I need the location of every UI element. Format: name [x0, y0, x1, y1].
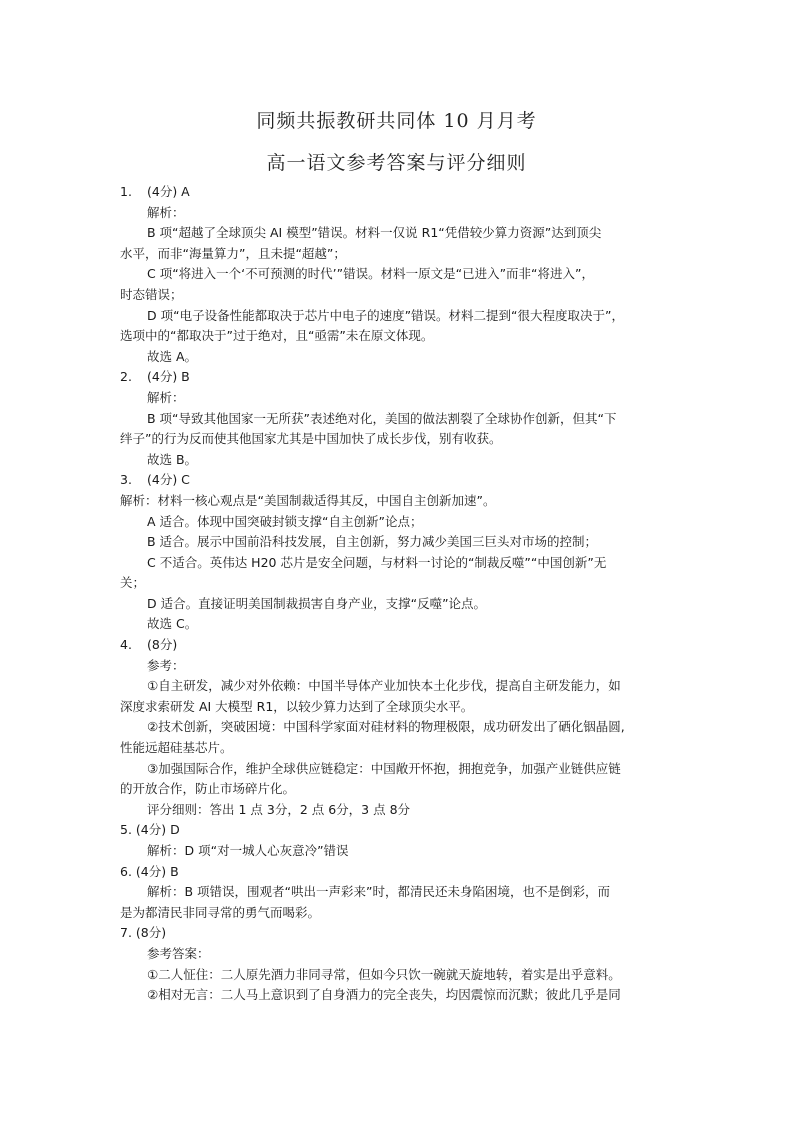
q4-point1-line2: 深度求索研发 AI 大模型 R1，以较少算力达到了全球顶尖水平。 — [120, 698, 474, 714]
q3-option-d: D 适合。直接证明美国制裁损害自身产业，支撑“反噬”论点。 — [147, 595, 487, 611]
q2-option-b-line2: 绊子”的行为反而使其他国家尤其是中国加快了成长步伐，别有收获。 — [120, 431, 502, 447]
q7-point2: ②相对无言：二人马上意识到了自身酒力的完全丧失，均因震惊而沉默；彼此几乎是同 — [147, 987, 621, 1003]
analysis-label: 解析： — [147, 389, 185, 405]
question-score: (4分) C — [147, 472, 190, 488]
q6-analysis-line2: 是为都清民非同寻常的勇气而喝彩。 — [120, 904, 321, 920]
page-title: 同频共振教研共同体 10 月月考 — [256, 110, 537, 132]
question-3-header — [120, 470, 680, 491]
question-7-header: 7. (8分) — [120, 925, 167, 941]
q4-point2-line2: 性能远超硅基芯片。 — [120, 740, 233, 756]
question-number: 4. — [120, 637, 132, 653]
q1-option-c-line1: C 项“将进入一个‘不可预测的时代’”错误。材料一原文是“已进入”而非“将进入”， — [147, 266, 595, 282]
question-number: 1. — [120, 184, 132, 199]
q4-point3-line1: ③加强国际合作，维护全球供应链稳定：中国敞开怀抱，拥抱竞争，加强产业链供应链 — [147, 760, 621, 776]
q2-conclusion: 故选 B。 — [147, 451, 198, 467]
page-subtitle: 高一语文参考答案与评分细则 — [266, 152, 527, 174]
q3-option-c-line1: C 不适合。英伟达 H20 芯片是安全问题，与材料一讨论的“制裁反噬”“中国创新”无 — [147, 554, 607, 570]
question-number: 3. — [120, 472, 132, 488]
reference-answer-label: 参考答案： — [147, 945, 210, 961]
question-number: 2. — [120, 369, 132, 385]
question-4-header — [120, 635, 680, 656]
question-6-header: 6. (4分) B — [120, 863, 179, 879]
question-score: (4分) B — [147, 369, 190, 385]
q4-point3-line2: 的开放合作，防止市场碎片化。 — [120, 781, 296, 797]
question-score: (4分) A — [147, 184, 190, 199]
q4-point2-line1: ②技术创新，突破困境：中国科学家面对硅材料的物理极限，成功研发出了硒化铟晶圆, — [147, 719, 625, 735]
question-2-header — [120, 367, 680, 388]
q1-option-d-line2: 选项中的“都取决于”过于绝对，且“亟需”未在原文体现。 — [120, 328, 434, 344]
q1-option-d-line1: D 项“电子设备性能都取决于芯片中电子的速度”错误。材料二提到“很大程度取决于”， — [147, 307, 625, 323]
q1-conclusion: 故选 A。 — [147, 348, 198, 364]
analysis-label: 解析： — [147, 204, 185, 220]
question-1-header — [120, 182, 680, 203]
answer-content — [120, 182, 680, 1006]
reference-label: 参考： — [147, 657, 185, 673]
q3-analysis-lead: 解析：材料一核心观点是“美国制裁适得其反，中国自主创新加速”。 — [120, 492, 496, 508]
question-score: (8分) — [147, 637, 178, 653]
q1-option-b-line1: B 项“超越了全球顶尖 AI 模型”错误。材料一仅说 R1“凭借较少算力资源”达到顶尖 — [147, 225, 602, 241]
q6-analysis-line1: 解析：B 项错误，围观者“哄出一声彩来”时，都清民还未身陷困境，也不是倒彩，而 — [147, 884, 611, 900]
q3-conclusion: 故选 C。 — [147, 616, 198, 632]
q1-option-b-line2: 水平，而非“海量算力”，且未提“超越”； — [120, 245, 346, 261]
q3-option-b: B 适合。展示中国前沿科技发展，自主创新，努力减少美国三巨头对市场的控制； — [147, 534, 598, 550]
q3-option-c-line2: 关； — [120, 575, 146, 591]
q5-analysis: 解析：D 项“对一城人心灰意冷”错误 — [147, 843, 349, 858]
question-5-header: 5. (4分) D — [120, 822, 180, 838]
q1-option-c-line2: 时态错误； — [120, 286, 183, 302]
q7-point1: ①二人怔住：二人原先酒力非同寻常，但如今只饮一碗就天旋地转，着实是出乎意料。 — [147, 966, 621, 982]
q3-option-a: A 适合。体现中国突破封锁支撑“自主创新”论点； — [147, 513, 423, 529]
q4-point1-line1: ①自主研发，减少对外依赖：中国半导体产业加快本土化步伐，提高自主研发能力，如 — [147, 678, 621, 694]
q2-option-b-line1: B 项“导致其他国家一无所获”表述绝对化，美国的做法割裂了全球协作创新，但其“下 — [147, 410, 617, 426]
q4-rubric: 评分细则：答出 1 点 3分，2 点 6分，3 点 8分 — [147, 801, 411, 817]
